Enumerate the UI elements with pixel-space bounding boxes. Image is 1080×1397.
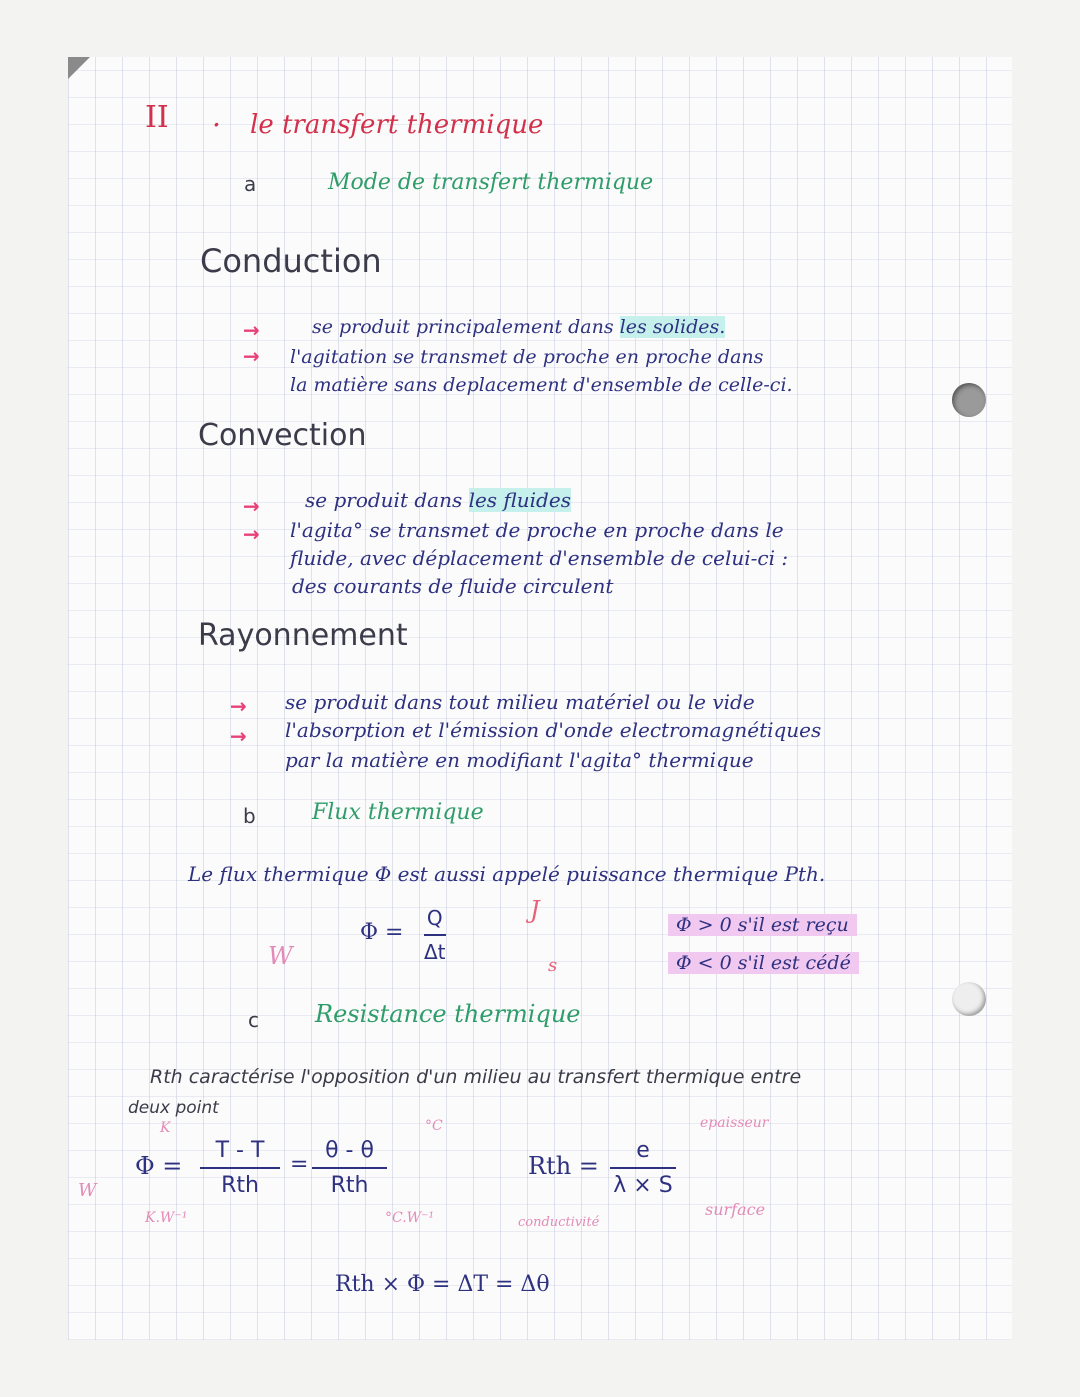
highlight-fluides: les fluides [468, 488, 571, 512]
flux-fraction [424, 906, 446, 964]
flux-eq-left: Φ = [360, 920, 404, 945]
numerator: T - T [215, 1138, 265, 1163]
sub-c-title: Resistance thermique [315, 1000, 581, 1028]
fraction-rth [610, 1138, 676, 1198]
annotation-k-per-w: K.W⁻¹ [145, 1210, 188, 1226]
final-equation: Rth × Φ = ΔT = Δθ [335, 1272, 550, 1297]
conduction-line: se produit principalement dans [312, 316, 614, 338]
rayonnement-line: se produit dans tout milieu matériel ou le vide [285, 690, 755, 714]
numerator: Q [426, 906, 443, 930]
unit-j: J [530, 896, 540, 924]
resistance-definition: Rth caractérise l'opposition d'un milieu au transfert thermique entre [150, 1066, 802, 1088]
sub-a-letter: a [244, 172, 257, 196]
annotation-celsius: °C [425, 1118, 443, 1134]
rayonnement-line: par la matière en modifiant l'agita° thermique [285, 748, 754, 772]
sub-c-letter: c [248, 1008, 259, 1032]
arrow-icon: → [230, 724, 247, 748]
annotation-k: K [160, 1120, 171, 1136]
fraction-kelvin [200, 1138, 280, 1198]
arrow-icon: → [243, 344, 260, 368]
section-number: II [145, 100, 169, 135]
punch-hole [952, 982, 986, 1016]
numerator: e [636, 1138, 650, 1163]
convection-line: fluide, avec déplacement d'ensemble de celui-ci : [290, 546, 789, 570]
annotation-conductivite: conductivité [518, 1215, 600, 1230]
convection-line: l'agita° se transmet de proche en proche dans le [290, 518, 784, 542]
section-dot: . [212, 100, 221, 133]
unit-s: s [548, 955, 558, 976]
sub-b-letter: b [243, 804, 256, 828]
convection-heading: Convection [198, 418, 367, 453]
resistance-definition-cont: deux point [128, 1098, 219, 1118]
flux-condition-received: Φ > 0 s'il est reçu [668, 914, 857, 936]
punch-hole [952, 383, 986, 417]
highlight-solides: les solides. [619, 316, 726, 338]
annotation-c-per-w: °C.W⁻¹ [385, 1210, 435, 1226]
phi-eq: Φ = [135, 1152, 183, 1180]
flux-condition-ceded: Φ < 0 s'il est cédé [668, 952, 859, 974]
arrow-icon: → [243, 522, 260, 546]
arrow-icon: → [230, 694, 247, 718]
flux-sentence: Le flux thermique Φ est aussi appelé puissance thermique Pth. [188, 862, 826, 886]
section-title: le transfert thermique [250, 110, 544, 140]
annotation-epaisseur: epaisseur [700, 1115, 769, 1131]
numerator: θ - θ [325, 1138, 374, 1163]
annotation-surface: surface [705, 1200, 766, 1219]
denominator: Rth [221, 1173, 259, 1198]
arrow-icon: → [243, 318, 260, 342]
page-corner [68, 57, 90, 79]
equals: = [290, 1152, 309, 1177]
convection-line: se produit dans [305, 488, 463, 512]
fraction-celsius [312, 1138, 387, 1198]
denominator: λ × S [613, 1173, 673, 1198]
conduction-line: l'agitation se transmet de proche en proche dans [290, 346, 764, 368]
unit-w: W [268, 942, 293, 970]
annotation-w: W [78, 1180, 97, 1201]
arrow-icon: → [243, 494, 260, 518]
conduction-heading: Conduction [200, 242, 382, 280]
conduction-line: la matière sans deplacement d'ensemble de celle-ci. [290, 374, 793, 396]
rayonnement-heading: Rayonnement [198, 618, 408, 653]
rth-eq: Rth = [528, 1152, 599, 1180]
denominator: Δt [424, 940, 446, 964]
sub-b-title: Flux thermique [312, 800, 484, 825]
sub-a-title: Mode de transfert thermique [328, 170, 654, 195]
convection-line: des courants de fluide circulent [292, 574, 614, 598]
rayonnement-line: l'absorption et l'émission d'onde electromagnétiques [285, 718, 822, 742]
denominator: Rth [330, 1173, 369, 1198]
